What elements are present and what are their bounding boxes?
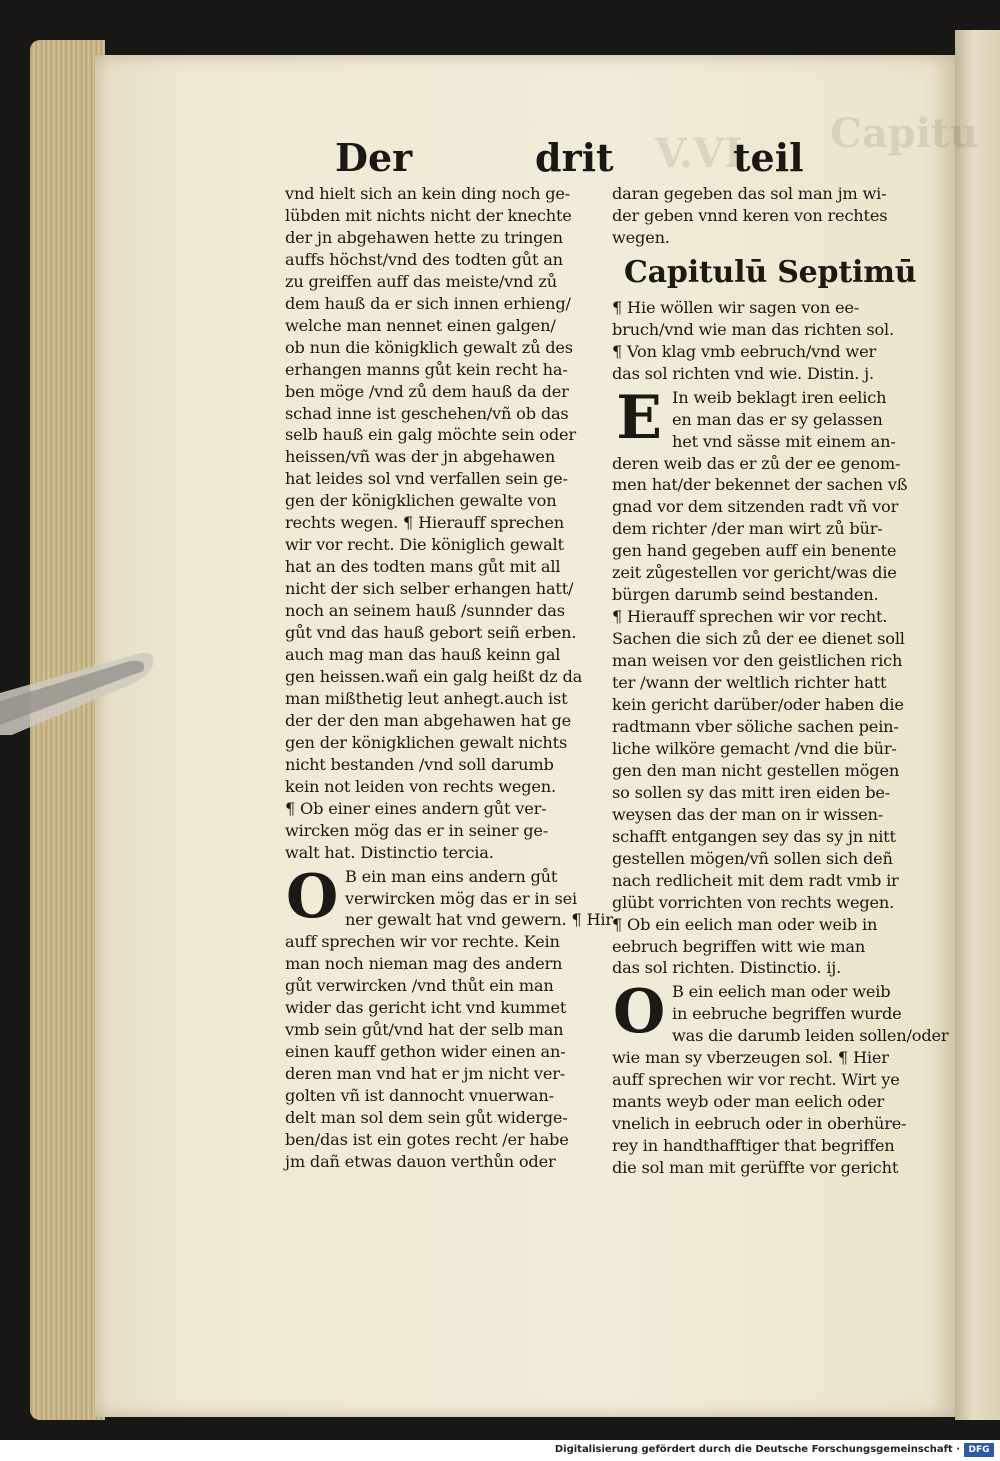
text-line: ob nun die königklich gewalt zů des: [285, 337, 573, 357]
left-column-text-a: [285, 183, 595, 864]
text-line: dem richter /der man wirt zů bür-: [612, 519, 883, 539]
text-line: dem hauß da er sich innen erhieng/: [285, 293, 571, 313]
text-line: eebruch begriffen witt wie man: [612, 936, 866, 956]
text-line: der der den man abgehawen hat ge: [285, 710, 572, 730]
footer-bar: [0, 1440, 1000, 1461]
text-line: gen hand gegeben auff ein benente: [612, 541, 897, 561]
text-line: glübt vorrichten von rechts wegen.: [612, 892, 895, 912]
text-line: auff sprechen wir vor recht. Wirt ye: [612, 1070, 900, 1090]
text-line: gen den man nicht gestellen mögen: [612, 760, 900, 780]
text-line: liche wilköre gemacht /vnd die bür-: [612, 738, 897, 758]
text-line: B ein eelich man oder weib: [672, 982, 891, 1002]
text-line: In weib beklagt iren eelich: [672, 387, 887, 407]
drop-cap-o: O: [285, 861, 339, 932]
glass-page-weight-icon: [0, 645, 170, 735]
text-line: weysen das der man on ir wissen-: [612, 804, 884, 824]
text-line: ner gewalt hat vnd gewern. ¶ Hir: [345, 910, 613, 930]
text-line: der jn abgehawen hette zu tringen: [285, 227, 563, 247]
text-line: B ein man eins andern gůt: [345, 866, 558, 886]
left-column-paragraph-b: [285, 861, 613, 1173]
text-line: man weisen vor den geistlichen rich: [612, 651, 903, 671]
text-line: die sol man mit gerüffte vor gericht: [612, 1158, 899, 1178]
text-line: ¶ Hierauff sprechen wir vor recht.: [612, 607, 888, 627]
bleed-through-text-2: Capitu: [830, 110, 979, 157]
text-line: men hat/der bekennet der sachen vß: [612, 475, 908, 495]
text-line: ¶ Ob einer eines andern gůt ver-: [285, 798, 547, 818]
right-column-paragraph-d: [612, 977, 949, 1179]
text-line: schafft entgangen sey das sy jn nitt: [612, 826, 896, 846]
text-line: gen heissen.wañ ein galg heißt dz da: [285, 666, 583, 686]
text-line: zu greiffen auff das meiste/vnd zů: [285, 271, 557, 291]
text-line: gůt verwircken /vnd thůt ein man: [285, 976, 554, 996]
text-line: noch an seinem hauß /sunnder das: [285, 601, 565, 621]
drop-cap-e: E: [616, 382, 662, 453]
right-column-paragraph-c: [612, 382, 917, 980]
text-line: nicht bestanden /vnd soll darumb: [285, 754, 554, 774]
right-text-column: [612, 183, 949, 1179]
text-line: ¶ Ob ein eelich man oder weib in: [612, 914, 878, 934]
text-line: einen kauff gethon wider einen an-: [285, 1042, 566, 1062]
text-line: wircken mög das er in seiner ge-: [285, 820, 549, 840]
text-line: bürgen darumb seind bestanden.: [612, 585, 879, 605]
text-line: wider das gericht icht vnd kummet: [285, 998, 567, 1018]
text-line: gen der königklichen gewalte von: [285, 491, 557, 511]
text-line: ben möge /vnd zů dem hauß da der: [285, 381, 569, 401]
text-line: in eebruche begriffen wurde: [672, 1004, 902, 1024]
running-head-drit: drit: [535, 135, 614, 180]
text-line: vmb sein gůt/vnd hat der selb man: [285, 1020, 564, 1040]
text-line: rey in handthafftiger that begriffen: [612, 1136, 895, 1156]
text-line: auch mag man das hauß keinn gal: [285, 645, 561, 665]
bleed-through-text: V.VI: [655, 130, 743, 177]
chapter-heading: Capitulū Septimū: [624, 254, 917, 290]
right-column-text-a: [612, 183, 917, 249]
text-line: deren weib das er zů der ee genom-: [612, 453, 901, 473]
text-line: golten vñ ist dannocht vnuerwan-: [285, 1086, 554, 1106]
running-head-der: Der: [335, 135, 413, 180]
footer-credit: Digitalisierung gefördert durch die Deutsche Forschungsgemeinschaft ·: [554, 1444, 960, 1455]
right-column-text-b: [612, 297, 917, 385]
text-line: jm dañ etwas dauon verthůn oder: [285, 1151, 556, 1171]
text-line: der geben vnnd keren von rechtes: [612, 205, 888, 225]
text-line: ¶ Hie wöllen wir sagen von ee-: [612, 297, 860, 317]
text-line: man mißthetig leut anhegt.auch ist: [285, 688, 568, 708]
text-line: gen der königklichen gewalt nichts: [285, 732, 568, 752]
text-line: delt man sol dem sein gůt widerge-: [285, 1108, 568, 1128]
text-line: man noch nieman mag des andern: [285, 954, 563, 974]
text-line: kein not leiden von rechts wegen.: [285, 776, 556, 796]
text-line: walt hat. Distinctio tercia.: [285, 842, 494, 862]
text-line: so sollen sy das mitt iren eiden be-: [612, 782, 891, 802]
text-line: zeit zůgestellen vor gericht/was die: [612, 563, 897, 583]
text-line: wegen.: [612, 227, 670, 247]
text-line: wie man sy vberzeugen sol. ¶ Hier: [612, 1048, 889, 1068]
text-line: bruch/vnd wie man das richten sol.: [612, 319, 894, 339]
text-line: hat leides sol vnd verfallen sein ge-: [285, 469, 568, 489]
text-line: gnad vor dem sitzenden radt vñ vor: [612, 497, 899, 517]
text-line: het vnd sässe mit einem an-: [672, 431, 896, 451]
text-line: nach redlicheit mit dem radt vmb ir: [612, 870, 899, 890]
text-line: rechts wegen. ¶ Hierauff sprechen: [285, 513, 565, 533]
facing-page-edge: [955, 30, 1000, 1420]
text-line: erhangen manns gůt kein recht ha-: [285, 359, 568, 379]
text-line: daran gegeben das sol man jm wi-: [612, 184, 887, 203]
text-line: auffs höchst/vnd des todten gůt an: [285, 249, 563, 269]
text-line: radtmann vber söliche sachen pein-: [612, 716, 899, 736]
text-line: nicht der sich selber erhangen hatt/: [285, 579, 574, 599]
text-line: auff sprechen wir vor rechte. Kein: [285, 932, 560, 952]
text-line: schad inne ist geschehen/vñ ob das: [285, 403, 569, 423]
drop-cap-o-2: O: [612, 977, 666, 1048]
text-line: ¶ Von klag vmb eebruch/vnd wer: [612, 341, 876, 361]
text-line: vnd hielt sich an kein ding noch ge-: [285, 184, 571, 203]
text-line: was die darumb leiden sollen/oder: [672, 1026, 949, 1046]
text-line: ter /wann der weltlich richter hatt: [612, 673, 887, 693]
text-line: das sol richten. Distinctio. ij.: [612, 958, 842, 978]
text-line: mants weyb oder man eelich oder: [612, 1092, 884, 1112]
text-line: gestellen mögen/vñ sollen sich deñ: [612, 848, 893, 868]
text-line: gůt vnd das hauß gebort seiñ erben.: [285, 623, 577, 643]
text-line: ben/das ist ein gotes recht /er habe: [285, 1129, 569, 1149]
text-line: wir vor recht. Die königlich gewalt: [285, 535, 564, 555]
text-line: Sachen die sich zů der ee dienet soll: [612, 629, 905, 649]
running-head-teil: teil: [733, 135, 804, 180]
text-line: lübden mit nichts nicht der knechte: [285, 205, 572, 225]
text-line: deren man vnd hat er jm nicht ver-: [285, 1064, 566, 1084]
text-line: das sol richten vnd wie. Distin. j.: [612, 363, 874, 383]
text-line: selb hauß ein galg möchte sein oder: [285, 425, 576, 445]
left-text-column: [285, 183, 613, 1173]
text-line: hat an des todten mans gůt mit all: [285, 557, 561, 577]
text-line: kein gericht darüber/oder haben die: [612, 695, 904, 715]
text-line: verwircken mög das er in sei: [345, 888, 578, 908]
text-line: heissen/vñ was der jn abgehawen: [285, 447, 556, 467]
text-line: en man das er sy gelassen: [672, 409, 883, 429]
text-line: vnelich in eebruch oder in oberhüre-: [612, 1114, 907, 1134]
dfg-logo: DFG: [964, 1443, 994, 1457]
text-line: welche man nennet einen galgen/: [285, 315, 556, 335]
